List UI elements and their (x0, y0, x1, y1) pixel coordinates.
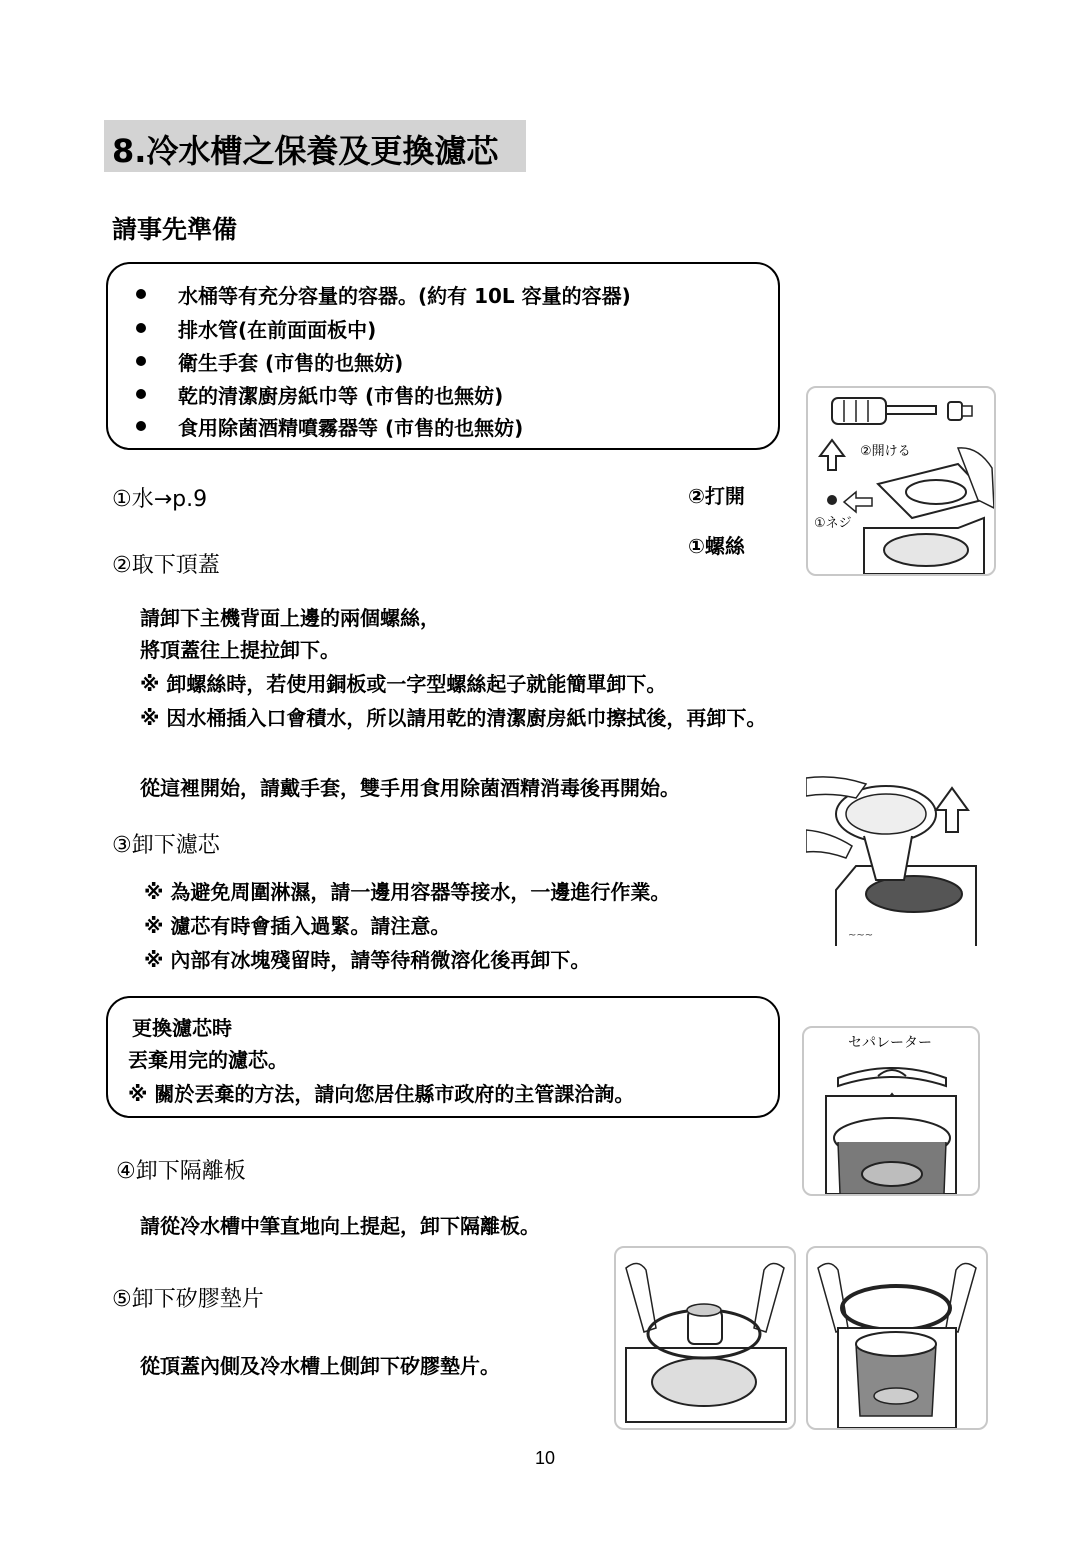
bullet-icon (136, 356, 146, 366)
separator-illustration (804, 1028, 978, 1194)
step2-line: 將頂蓋往上提拉卸下。 (140, 638, 340, 662)
bullet-icon (136, 289, 146, 299)
filter-replacement-box (106, 996, 780, 1118)
gasket-lid-illustration (616, 1248, 794, 1428)
step2-note: ※ 因水桶插入口會積水，所以請用乾的清潔廚房紙巾擦拭後，再卸下。 (140, 706, 767, 730)
step2-line: 請卸下主機背面上邊的兩個螺絲， (140, 606, 440, 630)
step5-line: 從頂蓋內側及冷水槽上側卸下矽膠墊片。 (140, 1354, 500, 1378)
step3-note: ※ 濾芯有時會插入過緊。請注意。 (144, 914, 451, 938)
page-number: 10 (535, 1448, 556, 1468)
step1-label: ①水→p.9 (112, 487, 208, 512)
gasket-lid-figure (614, 1246, 796, 1430)
bullet-icon (136, 389, 146, 399)
filter-box-note: ※ 關於丟棄的方法，請向您居住縣市政府的主管課洽詢。 (128, 1082, 635, 1106)
bullet-icon (136, 323, 146, 333)
top-cover-removal-figure (806, 386, 996, 576)
gloves-note: 從這裡開始，請戴手套，雙手用食用除菌酒精消毒後再開始。 (140, 776, 680, 800)
step3-label: ③卸下濾芯 (112, 833, 220, 858)
figure-label-open-jp: ②開ける (860, 444, 911, 459)
svg-text:~~~: ~~~ (848, 930, 874, 941)
step2-label: ②取下頂蓋 (112, 553, 220, 578)
filter-removal-illustration (806, 770, 986, 946)
section-title: 8.冷水槽之保養及更換濾芯 (112, 132, 499, 170)
separator-label: セパレーター (848, 1035, 932, 1051)
filter-box-line: 丟棄用完的濾芯。 (128, 1048, 288, 1072)
step2-note: ※ 卸螺絲時，若使用銅板或一字型螺絲起子就能簡單卸下。 (140, 672, 667, 696)
bullet-icon (136, 421, 146, 431)
preparation-list-box: 水桶等有充分容量的容器。(約有 10L 容量的容器) 排水管(在前面面板中) 衛生手套 (市售的也無妨) 乾的清潔廚房紙巾等 (市售的也無妨) 食用除菌酒精噴霧器等 (市售的也無妨) (106, 262, 780, 450)
step3-note: ※ 為避免周圍淋濕，請一邊用容器等接水，一邊進行作業。 (144, 880, 671, 904)
preparation-heading: 請事先準備 (112, 215, 238, 244)
step4-line: 請從冷水槽中筆直地向上提起，卸下隔離板。 (140, 1214, 540, 1238)
figure-label-open: ②打開 (688, 484, 745, 508)
filter-box-title: 更換濾芯時 (132, 1016, 232, 1040)
separator-figure (802, 1026, 980, 1196)
step4-label: ④卸下隔離板 (116, 1159, 246, 1184)
gasket-tank-figure (806, 1246, 988, 1430)
step5-label: ⑤卸下矽膠墊片 (112, 1287, 264, 1312)
figure-label-screw-jp: ①ネジ (814, 516, 852, 531)
filter-removal-figure (806, 770, 986, 946)
gasket-tank-illustration (808, 1248, 986, 1428)
top-cover-illustration (808, 388, 994, 574)
step3-note: ※ 內部有冰塊殘留時，請等待稍微溶化後再卸下。 (144, 948, 591, 972)
figure-label-screw: ①螺絲 (688, 534, 745, 558)
